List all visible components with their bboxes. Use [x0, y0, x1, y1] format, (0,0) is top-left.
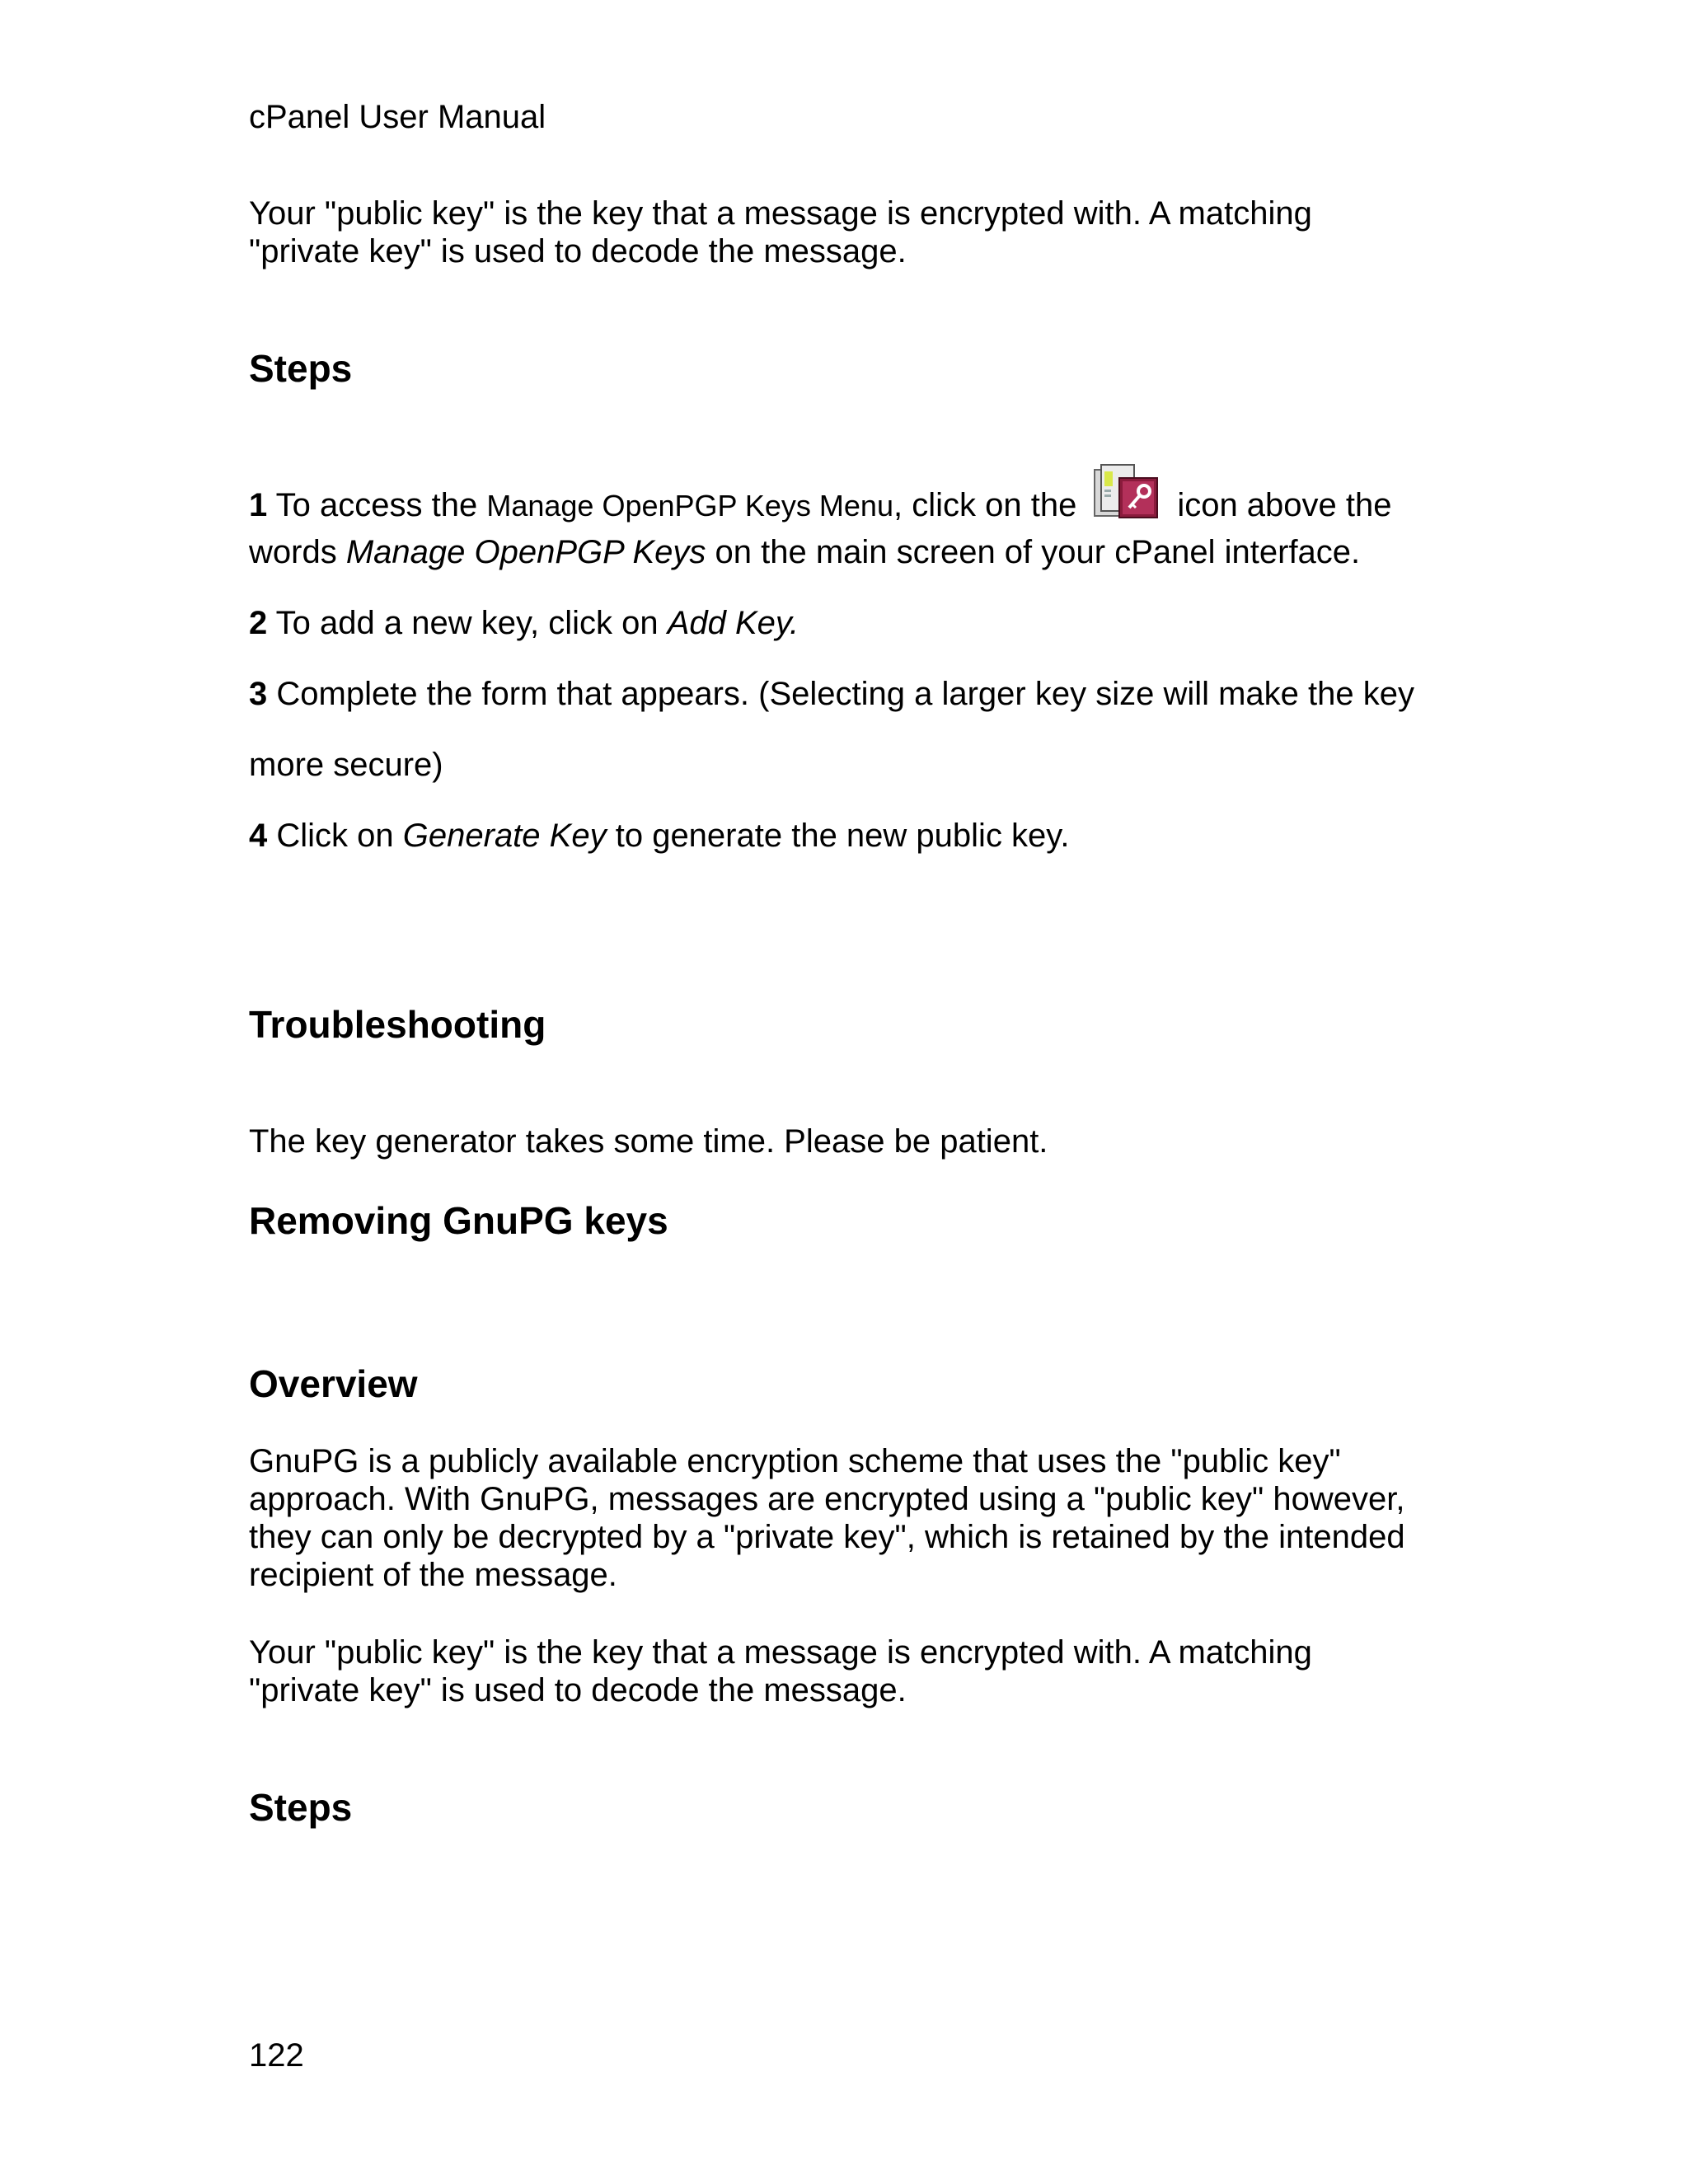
step-4-text-pre: Click on [276, 818, 394, 854]
overview-p2-line-2: "private key" is used to decode the message. [249, 1672, 907, 1708]
step-1 [249, 462, 1392, 526]
step-1-menu-name: Manage OpenPGP Keys Menu [486, 489, 893, 523]
page-number: 122 [249, 2037, 304, 2074]
step-4-number: 4 [249, 818, 268, 854]
step-2-text: To add a new key, click on [275, 605, 659, 641]
intro-line-2: "private key" is used to decode the message. [249, 233, 907, 269]
step-4 [249, 816, 1069, 855]
step-4-text-post: to generate the new public key. [615, 818, 1070, 854]
intro-paragraph [249, 194, 1469, 270]
step-1-number: 1 [249, 487, 268, 523]
troubleshooting-heading: Troubleshooting [249, 1003, 546, 1046]
overview-paragraph-1 [249, 1442, 1469, 1594]
overview-p2-line-1: Your "public key" is the key that a message is encrypted with. A matching [249, 1634, 1312, 1671]
step-1-continued [249, 532, 1360, 572]
running-header: cPanel User Manual [249, 99, 546, 135]
step-3-text: Complete the form that appears. (Selecting a larger key size will make the key [276, 676, 1414, 712]
overview-p1-line-4: recipient of the message. [249, 1557, 617, 1593]
steps-heading-2: Steps [249, 1786, 353, 1829]
step-3-continued: more secure) [249, 747, 443, 783]
step-1-text-mid: , click on the [893, 487, 1077, 523]
overview-heading: Overview [249, 1362, 418, 1405]
openpgp-keys-icon[interactable] [1093, 462, 1162, 524]
overview-p1-line-3: they can only be decrypted by a "private key", which is retained by the intended [249, 1519, 1405, 1555]
step-3 [249, 674, 1414, 714]
removing-gnupg-heading: Removing GnuPG keys [249, 1199, 668, 1242]
step-1-cont-pre: words [249, 534, 337, 570]
steps-heading: Steps [249, 347, 353, 390]
intro-line-1: Your "public key" is the key that a message is encrypted with. A matching [249, 195, 1312, 232]
step-2 [249, 603, 799, 643]
step-2-em: Add Key. [667, 605, 799, 641]
overview-p1-line-2: approach. With GnuPG, messages are encrypted using a "public key" however, [249, 1481, 1405, 1517]
step-1-cont-em: Manage OpenPGP Keys [345, 534, 706, 570]
overview-paragraph-2 [249, 1633, 1469, 1709]
step-1-text-post: icon above the [1177, 487, 1392, 523]
step-1-cont-post: on the main screen of your cPanel interface. [715, 534, 1361, 570]
overview-p1-line-1: GnuPG is a publicly available encryption scheme that uses the "public key" [249, 1443, 1341, 1479]
step-4-em: Generate Key [402, 818, 607, 854]
step-2-number: 2 [249, 605, 268, 641]
step-3-number: 3 [249, 676, 268, 712]
troubleshooting-text: The key generator takes some time. Please be patient. [249, 1123, 1048, 1160]
step-1-text-pre: To access the [275, 487, 478, 523]
